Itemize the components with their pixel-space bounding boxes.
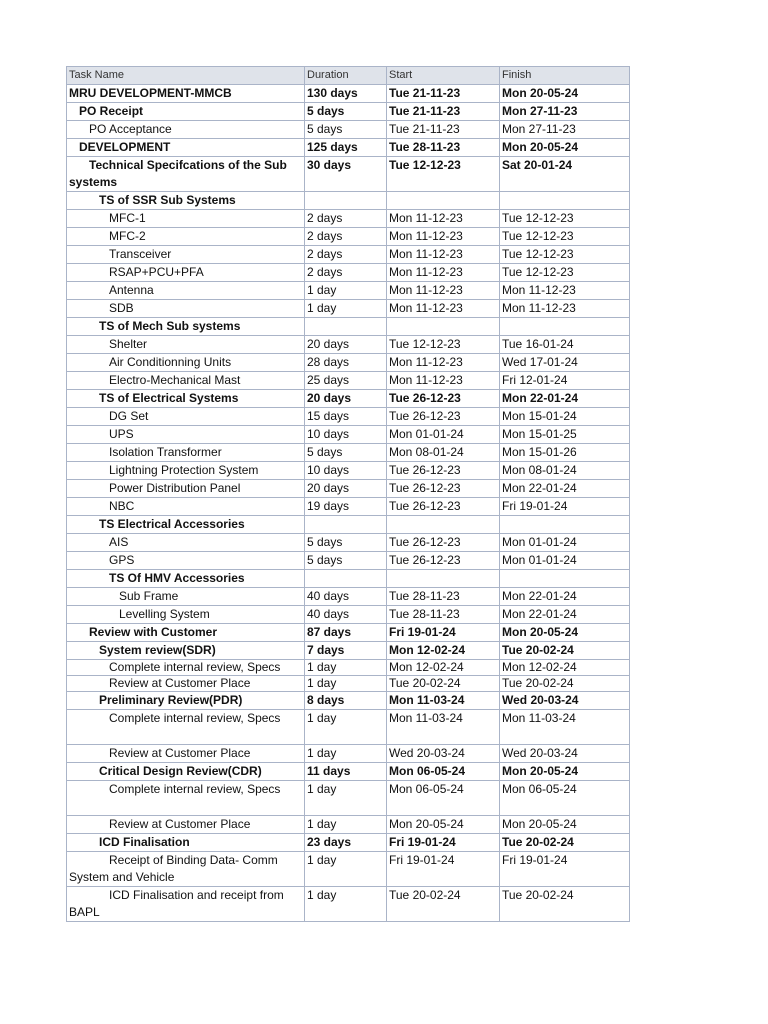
task-name-cell[interactable]: NBC xyxy=(67,498,305,516)
finish-cell[interactable]: Mon 20-05-24 xyxy=(500,624,630,642)
finish-cell[interactable]: Mon 11-12-23 xyxy=(500,282,630,300)
duration-cell[interactable]: 1 day xyxy=(305,676,387,692)
task-row[interactable] xyxy=(67,852,630,887)
duration-cell[interactable]: 20 days xyxy=(305,480,387,498)
finish-cell[interactable]: Wed 20-03-24 xyxy=(500,692,630,710)
task-rows xyxy=(67,85,630,922)
start-cell[interactable]: Fri 19-01-24 xyxy=(387,834,500,852)
finish-cell[interactable]: Mon 12-02-24 xyxy=(500,660,630,676)
start-cell[interactable] xyxy=(387,570,500,588)
finish-cell[interactable]: Mon 01-01-24 xyxy=(500,552,630,570)
finish-cell[interactable]: Mon 06-05-24 xyxy=(500,781,630,816)
start-cell[interactable]: Wed 20-03-24 xyxy=(387,745,500,763)
task-name-cell[interactable]: ICD Finalisation xyxy=(67,834,305,852)
duration-cell[interactable]: 130 days xyxy=(305,85,387,103)
duration-cell[interactable]: 25 days xyxy=(305,372,387,390)
task-name-cell[interactable]: Levelling System xyxy=(67,606,305,624)
start-cell[interactable]: Tue 28-11-23 xyxy=(387,606,500,624)
task-row[interactable] xyxy=(67,121,630,139)
task-name-cell[interactable]: Complete internal review, Specs xyxy=(67,781,305,816)
duration-cell[interactable]: 23 days xyxy=(305,834,387,852)
start-cell[interactable]: Tue 26-12-23 xyxy=(387,552,500,570)
task-row[interactable] xyxy=(67,282,630,300)
task-row[interactable] xyxy=(67,516,630,534)
start-cell[interactable]: Mon 20-05-24 xyxy=(387,816,500,834)
start-cell[interactable]: Mon 11-03-24 xyxy=(387,710,500,745)
start-cell[interactable]: Mon 11-12-23 xyxy=(387,300,500,318)
header-row xyxy=(67,67,630,85)
duration-cell[interactable]: 20 days xyxy=(305,390,387,408)
task-name-cell[interactable]: Power Distribution Panel xyxy=(67,480,305,498)
start-cell[interactable]: Mon 11-12-23 xyxy=(387,264,500,282)
duration-cell[interactable]: 8 days xyxy=(305,692,387,710)
task-row[interactable] xyxy=(67,480,630,498)
finish-cell[interactable]: Wed 20-03-24 xyxy=(500,745,630,763)
duration-cell[interactable]: 5 days xyxy=(305,103,387,121)
duration-cell[interactable]: 5 days xyxy=(305,552,387,570)
finish-cell[interactable]: Mon 20-05-24 xyxy=(500,763,630,781)
start-cell[interactable]: Fri 19-01-24 xyxy=(387,624,500,642)
start-cell[interactable]: Tue 21-11-23 xyxy=(387,103,500,121)
duration-cell[interactable]: 1 day xyxy=(305,300,387,318)
start-cell[interactable]: Tue 21-11-23 xyxy=(387,121,500,139)
task-name-cell[interactable]: Isolation Transformer xyxy=(67,444,305,462)
duration-cell[interactable]: 1 day xyxy=(305,852,387,887)
duration-cell[interactable]: 20 days xyxy=(305,336,387,354)
task-row[interactable] xyxy=(67,710,630,745)
task-name-cell[interactable]: Complete internal review, Specs xyxy=(67,710,305,745)
finish-cell[interactable]: Mon 11-03-24 xyxy=(500,710,630,745)
task-name-cell[interactable]: TS Electrical Accessories xyxy=(67,516,305,534)
start-cell[interactable]: Tue 26-12-23 xyxy=(387,390,500,408)
duration-cell[interactable]: 1 day xyxy=(305,781,387,816)
start-cell[interactable]: Tue 26-12-23 xyxy=(387,480,500,498)
duration-cell[interactable]: 10 days xyxy=(305,426,387,444)
start-cell[interactable]: Mon 11-12-23 xyxy=(387,210,500,228)
start-cell[interactable] xyxy=(387,516,500,534)
task-name-cell[interactable]: Review with Customer xyxy=(67,624,305,642)
task-name-cell[interactable]: Complete internal review, Specs xyxy=(67,660,305,676)
task-row[interactable] xyxy=(67,570,630,588)
finish-cell[interactable] xyxy=(500,570,630,588)
task-row[interactable] xyxy=(67,462,630,480)
start-cell[interactable]: Tue 28-11-23 xyxy=(387,588,500,606)
start-cell[interactable]: Tue 28-11-23 xyxy=(387,139,500,157)
task-table xyxy=(66,66,630,922)
finish-cell[interactable] xyxy=(500,516,630,534)
task-row[interactable] xyxy=(67,210,630,228)
duration-cell[interactable]: 40 days xyxy=(305,606,387,624)
start-cell[interactable]: Fri 19-01-24 xyxy=(387,852,500,887)
finish-cell[interactable]: Tue 12-12-23 xyxy=(500,210,630,228)
task-name-cell[interactable]: GPS xyxy=(67,552,305,570)
task-name-cell[interactable]: SDB xyxy=(67,300,305,318)
duration-cell[interactable]: 7 days xyxy=(305,642,387,660)
duration-cell[interactable]: 1 day xyxy=(305,887,387,922)
task-row[interactable] xyxy=(67,264,630,282)
start-cell[interactable]: Tue 26-12-23 xyxy=(387,408,500,426)
start-cell[interactable]: Mon 11-12-23 xyxy=(387,282,500,300)
task-name-cell[interactable]: Shelter xyxy=(67,336,305,354)
finish-cell[interactable]: Wed 17-01-24 xyxy=(500,354,630,372)
start-cell[interactable]: Mon 01-01-24 xyxy=(387,426,500,444)
duration-cell[interactable]: 11 days xyxy=(305,763,387,781)
finish-cell[interactable]: Mon 20-05-24 xyxy=(500,139,630,157)
duration-cell[interactable] xyxy=(305,516,387,534)
start-cell[interactable]: Mon 11-03-24 xyxy=(387,692,500,710)
task-row[interactable] xyxy=(67,552,630,570)
task-name-cell[interactable]: TS of Electrical Systems xyxy=(67,390,305,408)
finish-cell[interactable]: Fri 19-01-24 xyxy=(500,852,630,887)
task-name-cell[interactable]: Transceiver xyxy=(67,246,305,264)
header-duration[interactable]: Duration xyxy=(305,67,387,85)
start-cell[interactable]: Mon 08-01-24 xyxy=(387,444,500,462)
finish-cell[interactable] xyxy=(500,318,630,336)
start-cell[interactable]: Mon 06-05-24 xyxy=(387,781,500,816)
task-row[interactable] xyxy=(67,157,630,192)
start-cell[interactable]: Mon 12-02-24 xyxy=(387,642,500,660)
duration-cell[interactable]: 1 day xyxy=(305,745,387,763)
task-row[interactable] xyxy=(67,763,630,781)
task-row[interactable] xyxy=(67,103,630,121)
duration-cell[interactable]: 40 days xyxy=(305,588,387,606)
finish-cell[interactable] xyxy=(500,192,630,210)
task-name-cell[interactable]: TS of Mech Sub systems xyxy=(67,318,305,336)
task-name-cell[interactable]: Electro-Mechanical Mast xyxy=(67,372,305,390)
duration-cell[interactable]: 2 days xyxy=(305,210,387,228)
start-cell[interactable]: Mon 11-12-23 xyxy=(387,246,500,264)
duration-cell[interactable]: 1 day xyxy=(305,282,387,300)
task-row[interactable] xyxy=(67,642,630,660)
task-name-cell[interactable]: Antenna xyxy=(67,282,305,300)
header-start[interactable]: Start xyxy=(387,67,500,85)
start-cell[interactable] xyxy=(387,192,500,210)
finish-cell[interactable]: Mon 20-05-24 xyxy=(500,85,630,103)
duration-cell[interactable]: 5 days xyxy=(305,534,387,552)
task-name-cell[interactable]: Sub Frame xyxy=(67,588,305,606)
finish-cell[interactable]: Tue 20-02-24 xyxy=(500,834,630,852)
start-cell[interactable]: Mon 11-12-23 xyxy=(387,228,500,246)
finish-cell[interactable]: Mon 27-11-23 xyxy=(500,121,630,139)
finish-cell[interactable]: Tue 20-02-24 xyxy=(500,676,630,692)
duration-cell[interactable] xyxy=(305,570,387,588)
task-name-cell[interactable]: TS of SSR Sub Systems xyxy=(67,192,305,210)
start-cell[interactable]: Tue 20-02-24 xyxy=(387,887,500,922)
header-task-name[interactable]: Task Name xyxy=(67,67,305,85)
task-row[interactable] xyxy=(67,588,630,606)
schedule-sheet xyxy=(66,66,629,922)
task-row[interactable] xyxy=(67,192,630,210)
task-row[interactable] xyxy=(67,336,630,354)
task-row[interactable] xyxy=(67,834,630,852)
duration-cell[interactable]: 1 day xyxy=(305,660,387,676)
finish-cell[interactable]: Mon 22-01-24 xyxy=(500,606,630,624)
task-name-cell[interactable]: Technical Specifcations of the Sub systems xyxy=(67,157,305,192)
task-row[interactable] xyxy=(67,85,630,103)
task-row[interactable] xyxy=(67,139,630,157)
task-row[interactable] xyxy=(67,676,630,692)
task-row[interactable] xyxy=(67,692,630,710)
finish-cell[interactable]: Mon 22-01-24 xyxy=(500,588,630,606)
task-row[interactable] xyxy=(67,660,630,676)
start-cell[interactable]: Tue 21-11-23 xyxy=(387,85,500,103)
task-name-cell[interactable]: MRU DEVELOPMENT-MMCB xyxy=(67,85,305,103)
task-name-cell[interactable]: MFC-1 xyxy=(67,210,305,228)
task-row[interactable] xyxy=(67,534,630,552)
start-cell[interactable]: Mon 06-05-24 xyxy=(387,763,500,781)
finish-cell[interactable]: Tue 20-02-24 xyxy=(500,642,630,660)
task-row[interactable] xyxy=(67,624,630,642)
task-name-cell[interactable]: Receipt of Binding Data- Comm System and Vehicle xyxy=(67,852,305,887)
task-row[interactable] xyxy=(67,745,630,763)
finish-cell[interactable]: Tue 12-12-23 xyxy=(500,228,630,246)
finish-cell[interactable]: Mon 20-05-24 xyxy=(500,816,630,834)
task-row[interactable] xyxy=(67,318,630,336)
task-name-cell[interactable]: Preliminary Review(PDR) xyxy=(67,692,305,710)
task-row[interactable] xyxy=(67,408,630,426)
duration-cell[interactable]: 125 days xyxy=(305,139,387,157)
task-name-cell[interactable]: DG Set xyxy=(67,408,305,426)
task-row[interactable] xyxy=(67,228,630,246)
finish-cell[interactable]: Mon 15-01-26 xyxy=(500,444,630,462)
duration-cell[interactable]: 2 days xyxy=(305,228,387,246)
start-cell[interactable]: Tue 26-12-23 xyxy=(387,498,500,516)
task-name-cell[interactable]: AIS xyxy=(67,534,305,552)
finish-cell[interactable]: Mon 08-01-24 xyxy=(500,462,630,480)
task-row[interactable] xyxy=(67,390,630,408)
duration-cell[interactable]: 2 days xyxy=(305,246,387,264)
finish-cell[interactable]: Mon 11-12-23 xyxy=(500,300,630,318)
task-row[interactable] xyxy=(67,426,630,444)
start-cell[interactable]: Mon 12-02-24 xyxy=(387,660,500,676)
task-row[interactable] xyxy=(67,246,630,264)
start-cell[interactable]: Mon 11-12-23 xyxy=(387,354,500,372)
duration-cell[interactable]: 15 days xyxy=(305,408,387,426)
task-name-cell[interactable]: Review at Customer Place xyxy=(67,816,305,834)
duration-cell[interactable]: 1 day xyxy=(305,816,387,834)
finish-cell[interactable]: Fri 12-01-24 xyxy=(500,372,630,390)
task-name-cell[interactable]: Review at Customer Place xyxy=(67,676,305,692)
task-row[interactable] xyxy=(67,887,630,922)
task-row[interactable] xyxy=(67,354,630,372)
task-name-cell[interactable]: PO Acceptance xyxy=(67,121,305,139)
finish-cell[interactable]: Fri 19-01-24 xyxy=(500,498,630,516)
duration-cell[interactable]: 30 days xyxy=(305,157,387,192)
task-row[interactable] xyxy=(67,300,630,318)
task-row[interactable] xyxy=(67,372,630,390)
finish-cell[interactable]: Tue 12-12-23 xyxy=(500,264,630,282)
task-name-cell[interactable]: MFC-2 xyxy=(67,228,305,246)
start-cell[interactable]: Mon 11-12-23 xyxy=(387,372,500,390)
duration-cell[interactable] xyxy=(305,192,387,210)
task-name-cell[interactable]: ICD Finalisation and receipt from BAPL xyxy=(67,887,305,922)
finish-cell[interactable]: Mon 27-11-23 xyxy=(500,103,630,121)
task-name-cell[interactable]: UPS xyxy=(67,426,305,444)
duration-cell[interactable]: 19 days xyxy=(305,498,387,516)
start-cell[interactable]: Tue 26-12-23 xyxy=(387,462,500,480)
finish-cell[interactable]: Mon 22-01-24 xyxy=(500,480,630,498)
task-row[interactable] xyxy=(67,498,630,516)
duration-cell[interactable]: 87 days xyxy=(305,624,387,642)
start-cell[interactable]: Tue 26-12-23 xyxy=(387,534,500,552)
start-cell[interactable]: Tue 12-12-23 xyxy=(387,157,500,192)
task-row[interactable] xyxy=(67,444,630,462)
duration-cell[interactable]: 5 days xyxy=(305,444,387,462)
start-cell[interactable]: Tue 12-12-23 xyxy=(387,336,500,354)
task-name-cell[interactable]: System review(SDR) xyxy=(67,642,305,660)
task-name-cell[interactable]: Critical Design Review(CDR) xyxy=(67,763,305,781)
task-name-cell[interactable]: TS Of HMV Accessories xyxy=(67,570,305,588)
finish-cell[interactable]: Mon 15-01-25 xyxy=(500,426,630,444)
finish-cell[interactable]: Tue 12-12-23 xyxy=(500,246,630,264)
header-finish[interactable]: Finish xyxy=(500,67,630,85)
duration-cell[interactable] xyxy=(305,318,387,336)
task-name-cell[interactable]: Lightning Protection System xyxy=(67,462,305,480)
task-row[interactable] xyxy=(67,816,630,834)
finish-cell[interactable]: Mon 15-01-24 xyxy=(500,408,630,426)
duration-cell[interactable]: 28 days xyxy=(305,354,387,372)
duration-cell[interactable]: 2 days xyxy=(305,264,387,282)
start-cell[interactable]: Tue 20-02-24 xyxy=(387,676,500,692)
task-name-cell[interactable]: DEVELOPMENT xyxy=(67,139,305,157)
finish-cell[interactable]: Tue 16-01-24 xyxy=(500,336,630,354)
task-row[interactable] xyxy=(67,606,630,624)
task-name-cell[interactable]: Air Conditionning Units xyxy=(67,354,305,372)
duration-cell[interactable]: 5 days xyxy=(305,121,387,139)
start-cell[interactable] xyxy=(387,318,500,336)
duration-cell[interactable]: 1 day xyxy=(305,710,387,745)
task-name-cell[interactable]: RSAP+PCU+PFA xyxy=(67,264,305,282)
finish-cell[interactable]: Sat 20-01-24 xyxy=(500,157,630,192)
duration-cell[interactable]: 10 days xyxy=(305,462,387,480)
finish-cell[interactable]: Tue 20-02-24 xyxy=(500,887,630,922)
task-row[interactable] xyxy=(67,781,630,816)
finish-cell[interactable]: Mon 01-01-24 xyxy=(500,534,630,552)
finish-cell[interactable]: Mon 22-01-24 xyxy=(500,390,630,408)
task-name-cell[interactable]: PO Receipt xyxy=(67,103,305,121)
task-name-cell[interactable]: Review at Customer Place xyxy=(67,745,305,763)
